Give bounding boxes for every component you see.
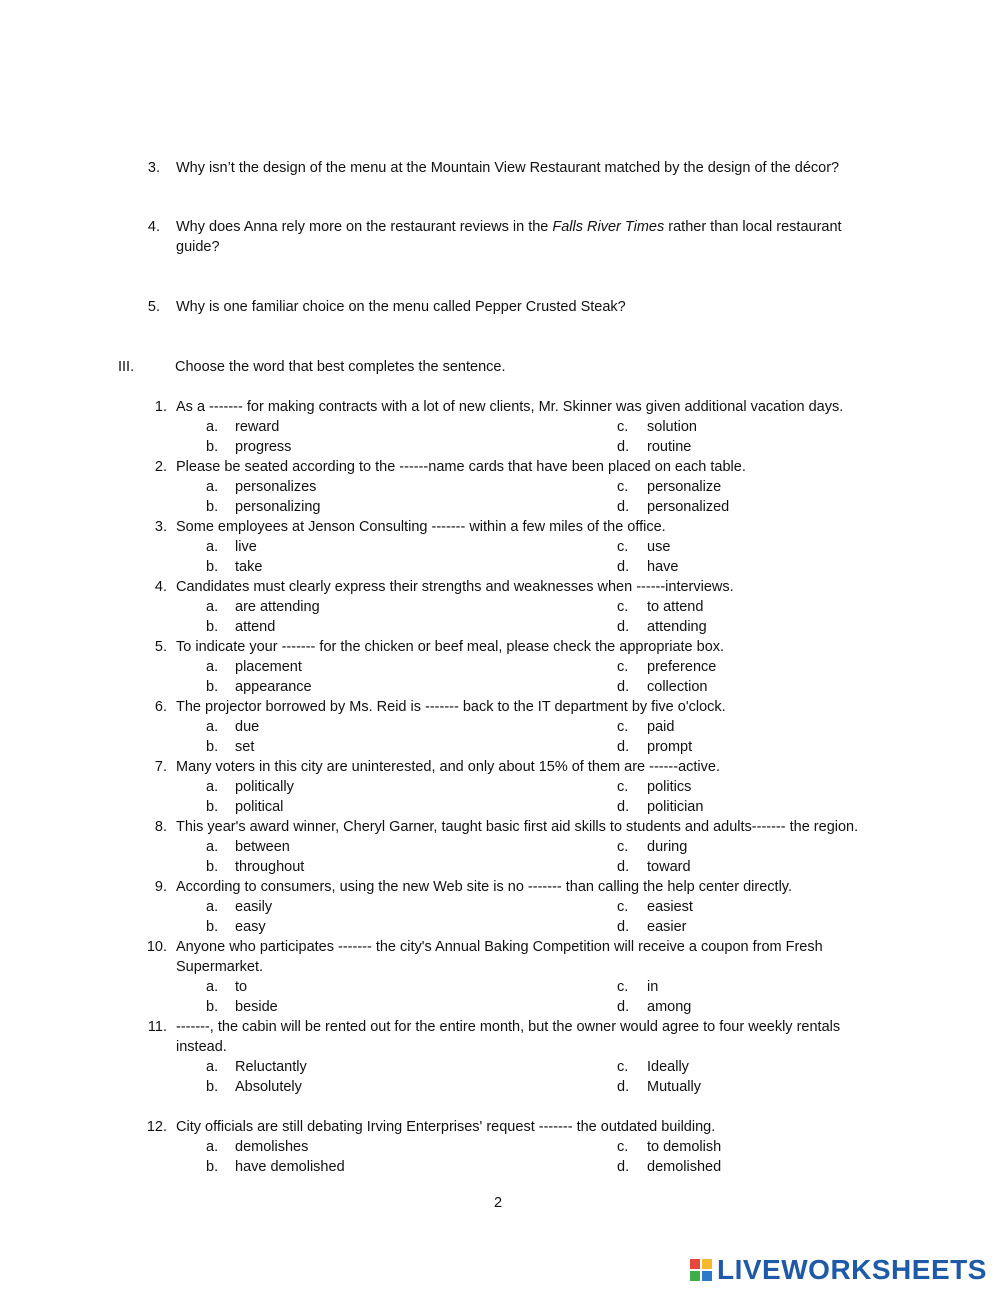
option-b: personalizing — [235, 499, 321, 515]
option-a: personalizes — [235, 479, 317, 495]
option-a: Reluctantly — [235, 1059, 307, 1075]
option-letter-a: a. — [206, 899, 219, 915]
option-letter-b: b. — [206, 679, 219, 695]
option-c: preference — [647, 659, 717, 675]
open-question-number: 4. — [147, 219, 160, 235]
option-a: politically — [235, 779, 294, 795]
option-letter-b: b. — [206, 999, 219, 1015]
logo-tile — [690, 1259, 700, 1269]
question-number: 2. — [154, 459, 167, 475]
option-a: live — [235, 539, 257, 555]
question-text: Candidates must clearly express their strengths and weaknesses when ------interviews. — [176, 579, 734, 595]
newspaper-title: Falls River Times — [552, 219, 665, 235]
question-number: 4. — [154, 579, 167, 595]
option-b: attend — [235, 619, 276, 635]
question-text: According to consumers, using the new Web site is no ------- than calling the help center directly. — [176, 879, 792, 895]
question-number: 9. — [154, 879, 167, 895]
option-letter-b: b. — [206, 919, 219, 935]
option-b: political — [235, 799, 284, 815]
option-d: among — [647, 999, 692, 1015]
option-d: collection — [647, 679, 708, 695]
question-text: Please be seated according to the ------name cards that have been placed on each table. — [176, 459, 746, 475]
page-number: 2 — [494, 1195, 503, 1211]
question-text: -------, the cabin will be rented out for the entire month, but the owner would agree to four weekly rentals — [176, 1019, 841, 1035]
option-letter-c: c. — [617, 599, 629, 615]
option-letter-a: a. — [206, 419, 219, 435]
option-a: due — [235, 719, 260, 735]
option-letter-c: c. — [617, 979, 629, 995]
open-question-text-line2: guide? — [176, 239, 220, 255]
option-b: appearance — [235, 679, 312, 695]
option-d: toward — [647, 859, 691, 875]
option-letter-a: a. — [206, 659, 219, 675]
option-b: set — [235, 739, 255, 755]
option-d: prompt — [647, 739, 693, 755]
question-number: 5. — [154, 639, 167, 655]
option-a: demolishes — [235, 1139, 309, 1155]
option-letter-a: a. — [206, 1059, 219, 1075]
question-text-line2: Supermarket. — [176, 959, 264, 975]
option-d: demolished — [647, 1159, 722, 1175]
open-question-text: Why is one familiar choice on the menu called Pepper Crusted Steak? — [176, 299, 626, 315]
option-letter-b: b. — [206, 859, 219, 875]
option-a: easily — [235, 899, 273, 915]
question-text: This year's award winner, Cheryl Garner, taught basic first aid skills to students and adults------- the region. — [176, 819, 859, 835]
option-letter-b: b. — [206, 499, 219, 515]
option-c: during — [647, 839, 688, 855]
option-letter-c: c. — [617, 659, 629, 675]
option-letter-a: a. — [206, 839, 219, 855]
option-letter-c: c. — [617, 779, 629, 795]
option-letter-c: c. — [617, 899, 629, 915]
option-b: have demolished — [235, 1159, 345, 1175]
logo-tile — [702, 1271, 712, 1281]
option-letter-b: b. — [206, 739, 219, 755]
option-b: easy — [235, 919, 266, 935]
option-letter-d: d. — [617, 439, 630, 455]
option-b: progress — [235, 439, 292, 455]
logo-tile — [690, 1271, 700, 1281]
logo-tile — [702, 1259, 712, 1269]
question-text: City officials are still debating Irving Enterprises' request ------- the outdated building. — [176, 1119, 716, 1135]
logo-tiles-icon — [690, 1259, 712, 1281]
option-c: Ideally — [647, 1059, 689, 1075]
option-letter-d: d. — [617, 499, 630, 515]
option-letter-d: d. — [617, 1079, 630, 1095]
option-letter-a: a. — [206, 719, 219, 735]
option-a: placement — [235, 659, 302, 675]
section-number: III. — [118, 359, 135, 375]
liveworksheets-logo — [690, 1254, 990, 1286]
option-c: personalize — [647, 479, 722, 495]
question-number: 7. — [154, 759, 167, 775]
option-letter-d: d. — [617, 999, 630, 1015]
option-letter-c: c. — [617, 479, 629, 495]
option-letter-d: d. — [617, 619, 630, 635]
option-a: between — [235, 839, 290, 855]
logo-text: LIVEWORKSHEETS — [717, 1254, 987, 1285]
option-letter-b: b. — [206, 799, 219, 815]
option-letter-c: c. — [617, 839, 629, 855]
option-d: have — [647, 559, 679, 575]
option-letter-d: d. — [617, 1159, 630, 1175]
option-letter-c: c. — [617, 719, 629, 735]
option-d: politician — [647, 799, 704, 815]
option-letter-d: d. — [617, 559, 630, 575]
option-d: easier — [647, 919, 687, 935]
option-letter-c: c. — [617, 539, 629, 555]
option-letter-d: d. — [617, 679, 630, 695]
option-letter-a: a. — [206, 539, 219, 555]
option-d: personalized — [647, 499, 730, 515]
option-letter-d: d. — [617, 859, 630, 875]
open-question-text: Why isn’t the design of the menu at the Mountain View Restaurant matched by the design of the décor? — [176, 160, 840, 176]
question-text: To indicate your ------- for the chicken or beef meal, please check the appropriate box. — [176, 639, 725, 655]
option-letter-a: a. — [206, 1139, 219, 1155]
option-letter-b: b. — [206, 1079, 219, 1095]
option-d: routine — [647, 439, 692, 455]
question-text: The projector borrowed by Ms. Reid is ------- back to the IT department by five o'clock. — [176, 699, 726, 715]
option-c: solution — [647, 419, 697, 435]
question-number: 12. — [146, 1119, 167, 1135]
question-number: 6. — [154, 699, 167, 715]
option-b: beside — [235, 999, 278, 1015]
option-c: easiest — [647, 899, 693, 915]
question-text-line2: instead. — [176, 1039, 227, 1055]
option-a: are attending — [235, 599, 320, 615]
option-a: to — [235, 979, 248, 995]
question-number: 3. — [154, 519, 167, 535]
option-letter-d: d. — [617, 799, 630, 815]
option-letter-a: a. — [206, 779, 219, 795]
option-letter-c: c. — [617, 1059, 629, 1075]
option-letter-b: b. — [206, 559, 219, 575]
question-number: 11. — [147, 1019, 167, 1035]
option-letter-a: a. — [206, 479, 219, 495]
question-number: 10. — [146, 939, 167, 955]
question-text: Many voters in this city are uninterested, and only about 15% of them are ------active. — [176, 759, 720, 775]
option-letter-c: c. — [617, 1139, 629, 1155]
option-b: throughout — [235, 859, 305, 875]
option-c: in — [647, 979, 659, 995]
open-question-number: 5. — [147, 299, 160, 315]
option-c: to demolish — [647, 1139, 722, 1155]
option-letter-d: d. — [617, 919, 630, 935]
question-text: Anyone who participates ------- the city's Annual Baking Competition will receive a coupon from Fresh — [176, 939, 823, 955]
open-question-number: 3. — [147, 160, 160, 176]
option-letter-b: b. — [206, 1159, 219, 1175]
option-letter-c: c. — [617, 419, 629, 435]
option-letter-a: a. — [206, 979, 219, 995]
option-letter-d: d. — [617, 739, 630, 755]
option-letter-b: b. — [206, 619, 219, 635]
question-number: 1. — [154, 399, 167, 415]
option-letter-a: a. — [206, 599, 219, 615]
option-a: reward — [235, 419, 280, 435]
question-text: As a ------- for making contracts with a lot of new clients, Mr. Skinner was given additional vacation days. — [176, 399, 844, 415]
open-question-text: Why does Anna rely more on the restaurant reviews in the Falls River Times rather than local restaurant — [176, 219, 842, 235]
section-title: Choose the word that best completes the sentence. — [175, 359, 506, 375]
question-number: 8. — [154, 819, 167, 835]
question-text: Some employees at Jenson Consulting ------- within a few miles of the office. — [176, 519, 666, 535]
option-letter-b: b. — [206, 439, 219, 455]
option-b: take — [235, 559, 263, 575]
option-c: use — [647, 539, 671, 555]
option-b: Absolutely — [235, 1079, 302, 1095]
option-d: Mutually — [647, 1079, 701, 1095]
option-c: paid — [647, 719, 675, 735]
option-c: to attend — [647, 599, 704, 615]
option-d: attending — [647, 619, 707, 635]
option-c: politics — [647, 779, 692, 795]
